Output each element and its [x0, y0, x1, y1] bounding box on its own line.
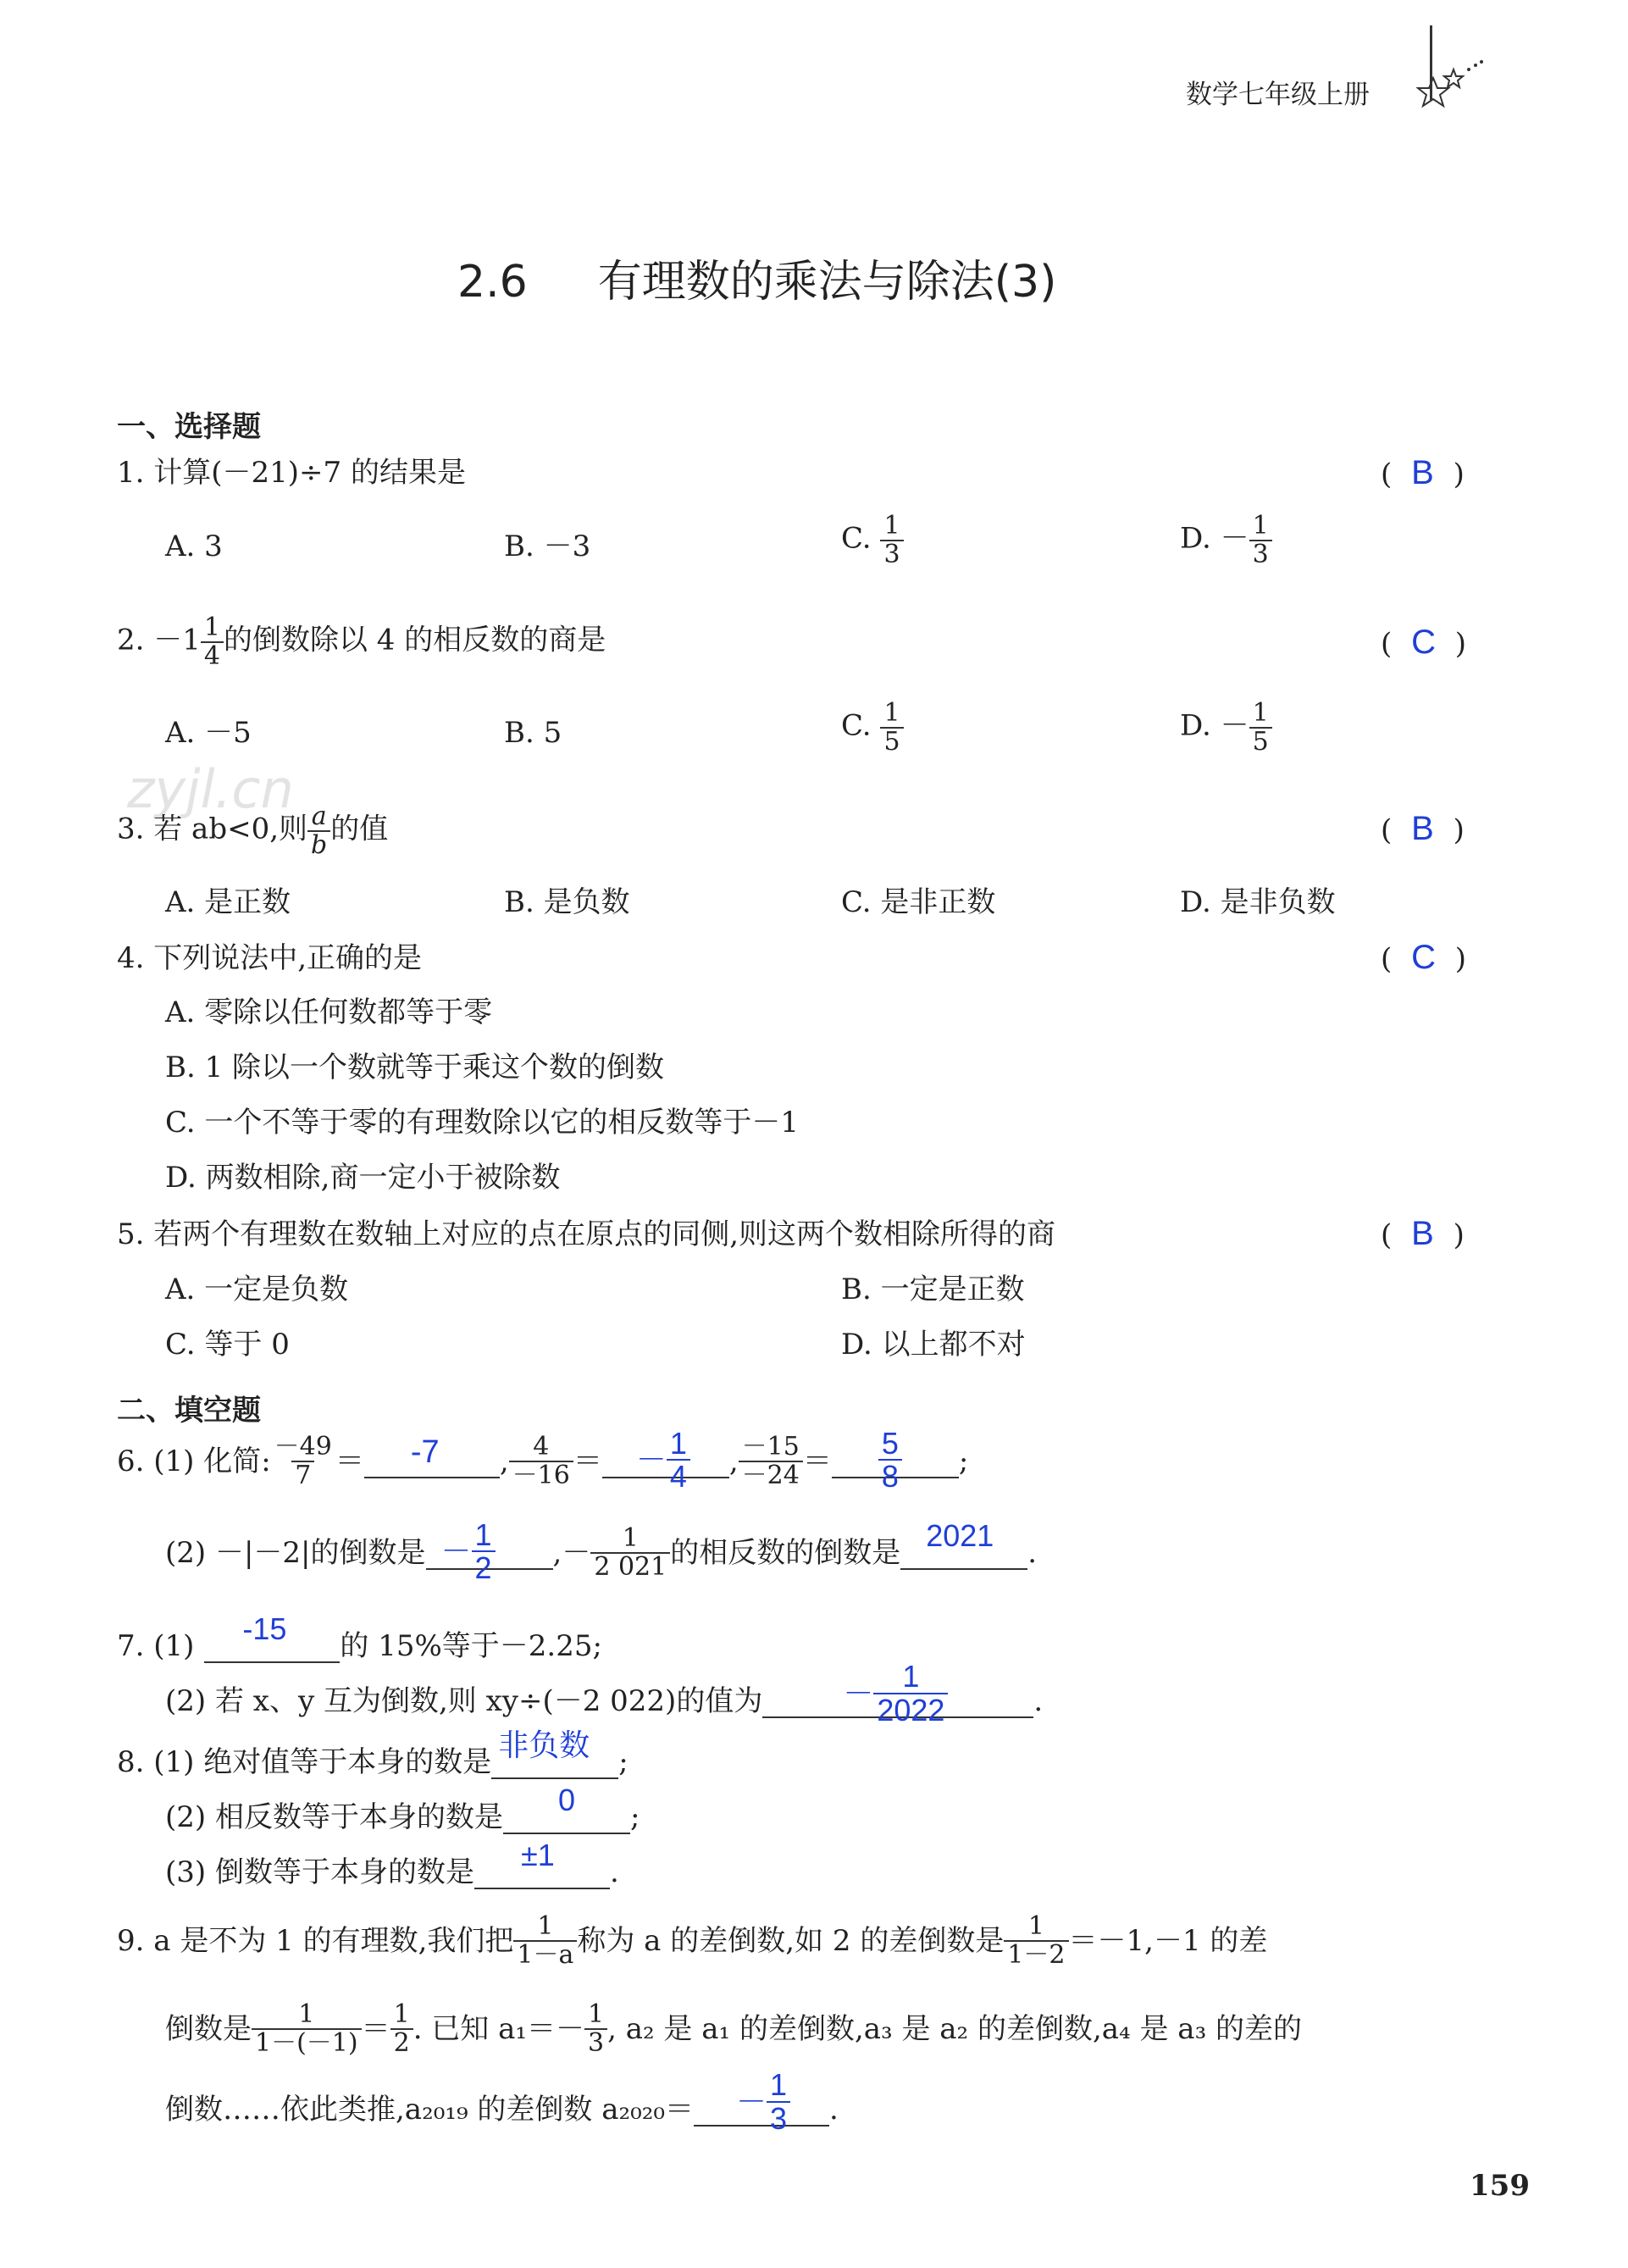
q7-part2: (2) 若 x、y 互为倒数,则 xy÷(－2 022)的值为 － $\frac{1}{2022}$ .	[165, 1659, 1044, 1727]
q2-option-b: B. 5	[504, 716, 562, 750]
q5-option-c: C. 等于 0	[165, 1328, 290, 1361]
q5-stem: 5. 若两个有理数在数轴上对应的点在原点的同侧,则这两个数相除所得的商	[117, 1217, 1056, 1251]
section-number: 2.6	[457, 257, 528, 308]
star-decoration-icon	[1416, 59, 1492, 122]
q5-answer-bracket: ( B )	[1381, 1215, 1465, 1252]
section-title-text: 有理数的乘法与除法(3)	[597, 257, 1057, 308]
q2-option-c-fraction: $\frac{1}{5}$	[880, 700, 903, 755]
q2-stem-fraction: $\frac{1}{4}$	[201, 614, 224, 669]
q6-answer-3: $\frac{5}{8}$	[878, 1428, 902, 1494]
section-heading-fill: 二、填空题	[117, 1394, 261, 1428]
q4-option-b: B. 1 除以一个数就等于乘这个数的倒数	[165, 1051, 665, 1084]
q8-part1: 8. (1) 绝对值等于本身的数是 非负数 ;	[117, 1727, 628, 1779]
q7-answer-2: － $\frac{1}{2022}$	[843, 1661, 948, 1727]
section-title	[457, 246, 1056, 309]
q6-fraction-3: $\frac{-15}{-24}$	[739, 1433, 803, 1489]
q2-answer: C	[1411, 624, 1436, 661]
q9-fraction-5: $\frac{1}{3}$	[584, 2001, 607, 2056]
q9-fraction-4: $\frac{1}{2}$	[390, 2001, 413, 2056]
q3-option-c: C. 是非正数	[841, 885, 996, 919]
q2-option-d: D. － $\frac{1}{5}$	[1180, 700, 1272, 755]
q1-option-a: A. 3	[165, 530, 223, 563]
q7-answer-1: -15	[242, 1611, 287, 1646]
q8-answer-2: 0	[557, 1783, 575, 1817]
q9-fraction-1: $\frac{1}{1-a}$	[513, 1913, 577, 1968]
q6-answer-5: 2021	[926, 1517, 994, 1553]
q3-stem: 3. 若 ab<0,则 $\frac{a}{b}$ 的值	[117, 801, 389, 860]
q9-fraction-3: $\frac{1}{1-(-1)}$	[252, 2001, 362, 2056]
q3-option-a: A. 是正数	[165, 885, 291, 919]
q4-option-c: C. 一个不等于零的有理数除以它的相反数等于－1	[165, 1106, 800, 1140]
q2-option-d-fraction: $\frac{1}{5}$	[1249, 700, 1272, 755]
q6-fraction-4: $\frac{1}{2 021}$	[590, 1525, 670, 1580]
q3-option-b: B. 是负数	[504, 885, 630, 919]
q6-answer-1: -7	[410, 1433, 440, 1470]
q3-stem-fraction: $\frac{a}{b}$	[307, 803, 330, 858]
q7-part1: 7. (1) -15 的 15%等于－2.25;	[117, 1611, 602, 1663]
q9-line-1: 9. a 是不为 1 的有理数,我们把 $\frac{1}{1-a}$ 称为 a 的差倒数,如 2 的差倒数是 $\frac{1}{1-2}$ ＝－1,－1 的差	[117, 1911, 1268, 1970]
q4-answer-bracket: ( C )	[1381, 939, 1467, 976]
q1-answer-bracket: ( B )	[1381, 454, 1465, 491]
q1-option-c	[841, 513, 904, 568]
q2-option-c: C. $\frac{1}{5}$	[841, 700, 904, 755]
book-title: 数学七年级上册	[1186, 80, 1370, 110]
q8-answer-3: ±1	[520, 1838, 555, 1872]
q9-line-3: 倒数……依此类推,a₂₀₁₉ 的差倒数 a₂₀₂₀＝ － $\frac{1}{3}$ .	[165, 2067, 839, 2136]
q6-answer-2: － $\frac{1}{4}$	[636, 1428, 690, 1494]
q8-part2: (2) 相反数等于本身的数是 0 ;	[165, 1783, 640, 1834]
q4-stem: 4. 下列说法中,正确的是	[117, 941, 423, 975]
q6-part1: 6. (1) 化简: $\frac{-49}{7}$ ＝ -7 , $\frac{4}{-16}$ ＝ － $\frac{1}{4}$ , $\frac{-15}{-24}$ ＝ $\frac{5}{8}$ ;	[117, 1425, 969, 1494]
q1-option-d-fraction: $\frac{1}{3}$	[1249, 513, 1272, 568]
q1-option-c-label: C.	[841, 521, 872, 556]
q4-option-d: D. 两数相除,商一定小于被除数	[165, 1161, 561, 1195]
q5-option-d: D. 以上都不对	[841, 1328, 1026, 1361]
q2-stem: 2. －1 $\frac{1}{4}$ 的倒数除以 4 的相反数的商是	[117, 613, 606, 671]
q3-answer: B	[1411, 810, 1434, 847]
q2-option-a: A. －5	[165, 716, 252, 750]
q6-fraction-1: $\frac{-49}{7}$	[274, 1432, 332, 1490]
q1-stem: 1. 计算(－21)÷7 的结果是	[117, 456, 466, 490]
q3-answer-bracket: ( B )	[1381, 810, 1465, 847]
q6-part2: (2) －|－2|的倒数是 － $\frac{1}{2}$ ,－ $\frac{1}{2 021}$ 的相反数的倒数是 2021 .	[165, 1517, 1038, 1586]
q9-fraction-2: $\frac{1}{1-2}$	[1004, 1913, 1068, 1968]
q1-option-d	[1180, 513, 1272, 568]
q5-answer: B	[1411, 1215, 1434, 1252]
q9-line-2: 倒数是 $\frac{1}{1-(-1)}$ ＝ $\frac{1}{2}$ . 已知 a₁＝－ $\frac{1}{3}$ , a₂ 是 a₁ 的差倒数,a₃ 是 a₂ 的差倒数,a₄ 是 a₃ 的差的	[165, 1999, 1303, 2058]
q5-option-b: B. 一定是正数	[841, 1273, 1025, 1306]
q3-option-d: D. 是非负数	[1180, 885, 1336, 919]
q2-answer-bracket: ( C )	[1381, 624, 1467, 661]
q4-option-a: A. 零除以任何数都等于零	[165, 995, 493, 1029]
q1-option-d-label: D. －	[1180, 521, 1249, 556]
q1-answer: B	[1411, 454, 1434, 491]
q1-option-b: B. －3	[504, 530, 591, 563]
q9-answer: － $\frac{1}{3}$	[736, 2069, 790, 2135]
q8-answer-1: 非负数	[498, 1727, 590, 1762]
q6-fraction-2: $\frac{4}{-16}$	[509, 1433, 573, 1489]
section-heading-choice: 一、选择题	[117, 410, 261, 444]
q8-part3: (3) 倒数等于本身的数是 ±1 .	[165, 1838, 619, 1889]
q5-option-a: A. 一定是负数	[165, 1273, 349, 1306]
q1-option-c-fraction: $\frac{1}{3}$	[880, 513, 903, 568]
watermark: zyjl.cn	[127, 758, 294, 820]
q6-answer-4: － $\frac{1}{2}$	[441, 1519, 496, 1585]
page-number: 159	[1470, 2169, 1530, 2203]
q4-answer: C	[1411, 939, 1436, 976]
